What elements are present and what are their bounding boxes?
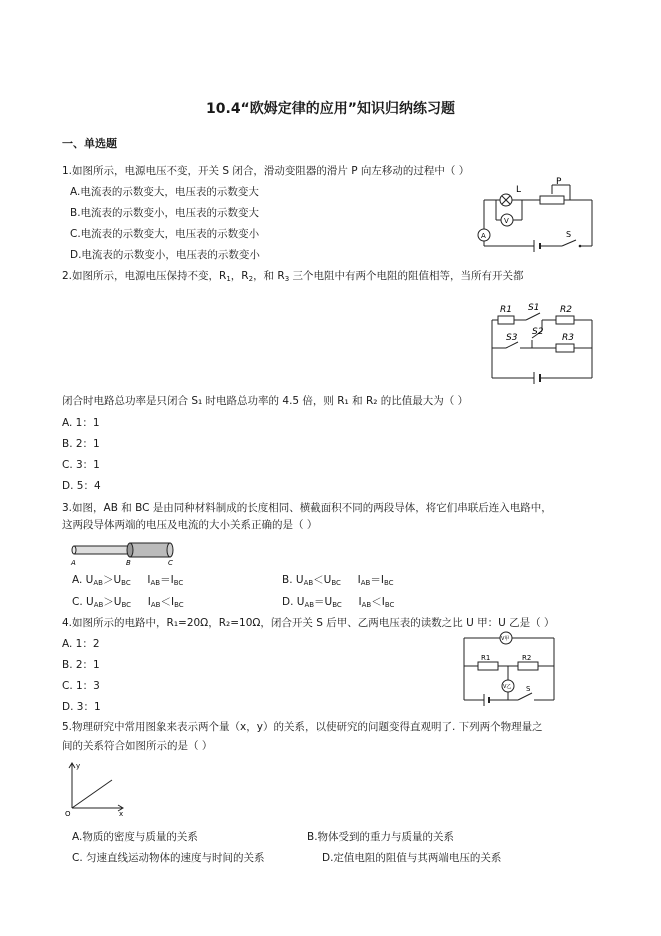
q4-option-b: B. 2：1: [62, 659, 100, 671]
question-4-stem: 4.如图所示的电路中，R₁=20Ω，R₂=10Ω，闭合开关 S 后甲、乙两电压表的读数之比 U 甲：U 乙是（ ）: [62, 617, 555, 629]
q1-fig-label-v: V: [504, 217, 509, 225]
q1-option-a: A.电流表的示数变大，电压表的示数变大: [70, 186, 259, 198]
q2-circuit-figure: [488, 298, 598, 388]
question-5-stem: 5.物理研究中常用图象来表示两个量（x，y）的关系，以使研究的问题变得直观明了. 下列两个物理量之: [62, 721, 543, 733]
q1-fig-label-a: A: [481, 232, 486, 240]
q5-fig-label-y: y: [76, 762, 81, 770]
q1-option-c: C.电流表的示数变大，电压表的示数变小: [70, 228, 260, 240]
q1-option-d: D.电流表的示数变小，电压表的示数变小: [70, 249, 260, 261]
q5-fig-label-x: x: [119, 810, 124, 818]
q4-option-c: C. 1：3: [62, 680, 100, 692]
page-title: 10.4“欧姆定律的应用”知识归纳练习题: [206, 101, 455, 117]
q2-fig-label-s1: S1: [528, 303, 540, 313]
q2-option-d: D. 5：4: [62, 480, 101, 492]
q3-option-b: B. $U_{AB}<U_{BC}$ $I_{AB}=I_{BC}$: [282, 574, 394, 587]
question-5-stem-line-2: 间的关系符合如图所示的是（ ）: [62, 740, 213, 752]
q4-fig-label-r1: R1: [481, 654, 491, 662]
q4-fig-label-r2: R2: [522, 654, 532, 662]
q2-stem-a: 2.如图所示，电源电压保持不变，R: [62, 270, 227, 282]
q3-option-a: A. $U_{AB}>U_{BC}$ $I_{AB}=I_{BC}$: [72, 574, 184, 587]
q2-fig-label-s2: S2: [532, 327, 544, 337]
q3-conductor-figure: [68, 540, 178, 566]
q1-fig-label-p: P: [556, 177, 562, 187]
q2-option-a: A. 1：1: [62, 417, 100, 429]
q5-option-c: C. 匀速直线运动物体的速度与时间的关系: [72, 852, 265, 864]
q3-fig-label-c: C: [168, 559, 173, 567]
q4-circuit-figure: [458, 630, 568, 708]
q5-option-d: D.定值电阻的阻值与其两端电压的关系: [322, 852, 502, 864]
q3-option-d: D. $U_{AB}=U_{BC}$ $I_{AB}<I_{BC}$: [282, 596, 395, 609]
q4-fig-label-s: S: [526, 685, 531, 693]
q5-graph-figure: [64, 758, 128, 818]
question-2-continuation: 闭合时电路总功率是只闭合 S₁ 时电路总功率的 4.5 倍，则 R₁ 和 R₂ 的比值最大为（ ）: [62, 395, 469, 407]
q1-circuit-figure: [470, 177, 600, 260]
question-3-stem-line-2: 这两段导体两端的电压及电流的大小关系正确的是（ ）: [62, 519, 318, 531]
q5-option-a: A.物质的密度与质量的关系: [72, 831, 198, 843]
q5-fig-label-origin: O: [65, 810, 71, 818]
q2-stem-c: ，和 R: [253, 270, 285, 282]
q4-option-d: D. 3：1: [62, 701, 101, 713]
q1-option-b: B.电流表的示数变小，电压表的示数变大: [70, 207, 260, 219]
q2-stem-d: 三个电阻中有两个电阻的阻值相等，当所有开关都: [289, 270, 524, 282]
q3-fig-label-a: A: [71, 559, 76, 567]
q4-fig-label-v-jia: V甲: [501, 636, 510, 642]
question-2-stem: [62, 268, 524, 283]
q2-fig-label-s3: S3: [506, 333, 518, 343]
question-3-stem: 3.如图，AB 和 BC 是由同种材料制成的长度相同、横截面积不同的两段导体，将它们串联后连入电路中，: [62, 502, 552, 514]
q2-fig-label-r3: R3: [562, 333, 574, 343]
q1-fig-label-l: L: [516, 185, 522, 195]
q2-fig-label-r2: R2: [560, 305, 572, 315]
q2-r1-sub: 1: [226, 275, 231, 283]
q3-fig-label-b: B: [126, 559, 131, 567]
q2-r3-sub: 3: [284, 275, 290, 283]
q2-option-c: C. 3：1: [62, 459, 100, 471]
q2-r2-sub: 2: [248, 275, 254, 283]
q4-fig-label-v-yi: V乙: [503, 684, 512, 690]
q3-option-c: C. $U_{AB}>U_{BC}$ $I_{AB}<I_{BC}$: [72, 596, 184, 609]
section-heading: 一、单选题: [62, 137, 117, 150]
q2-option-b: B. 2：1: [62, 438, 100, 450]
q5-option-b: B.物体受到的重力与质量的关系: [307, 831, 455, 843]
q2-stem-b: ，R: [230, 270, 249, 282]
question-1-stem: 1.如图所示，电源电压不变，开关 S 闭合，滑动变阻器的滑片 P 向左移动的过程中（ ）: [62, 165, 470, 177]
q2-fig-label-r1: R1: [500, 305, 512, 315]
q4-option-a: A. 1：2: [62, 638, 100, 650]
q1-fig-label-s: S: [566, 230, 572, 239]
